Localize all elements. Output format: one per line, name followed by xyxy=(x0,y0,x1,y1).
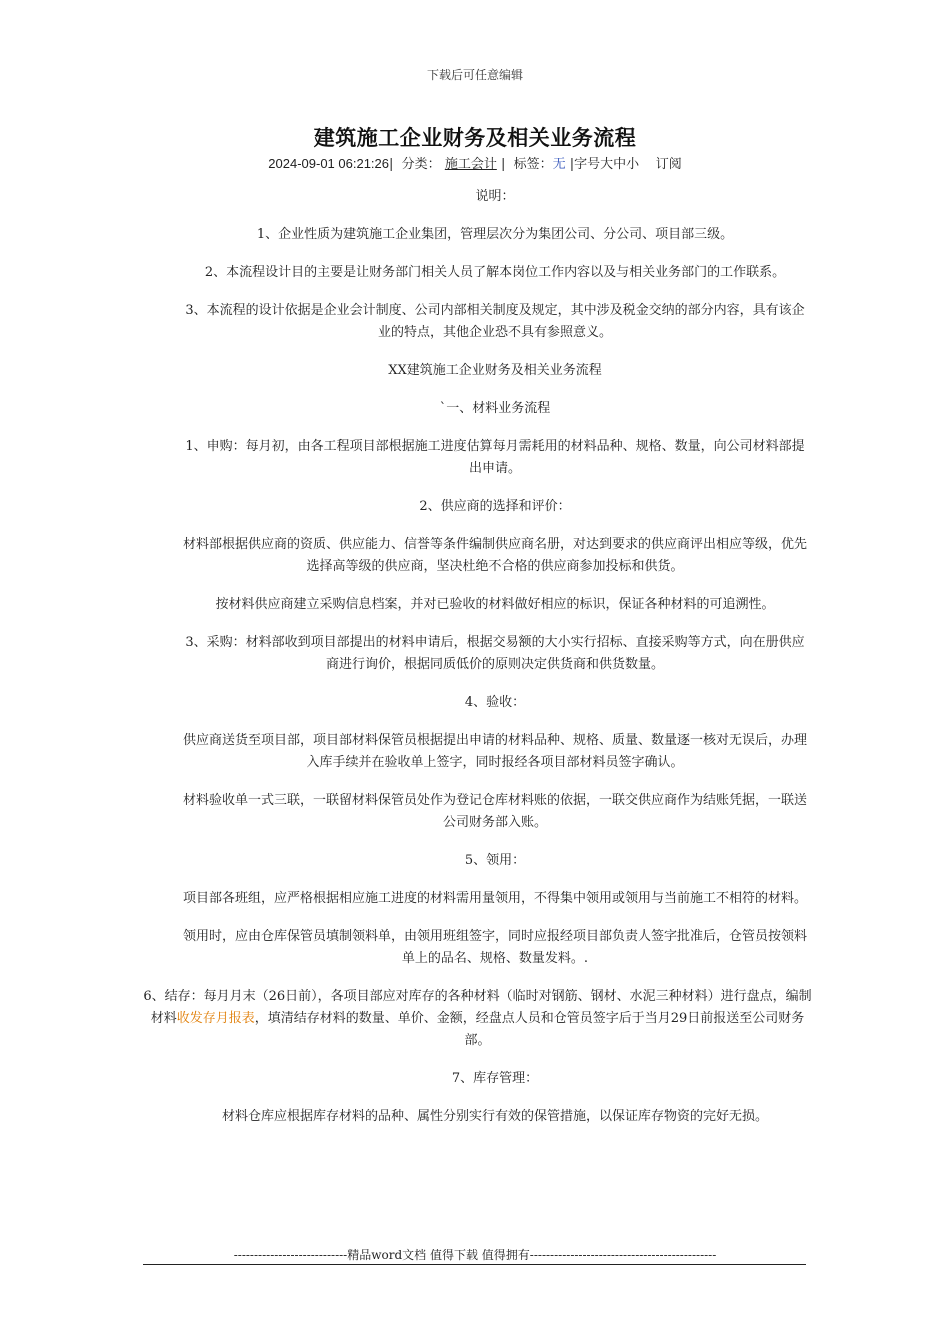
paragraph: 3、采购：材料部收到项目部提出的材料申请后，根据交易额的大小实行招标、直接采购等方式，向在册供应商进行询价，根据同质低价的原则决定供货商和供货数量。 xyxy=(185,635,805,672)
subheading: 7、库存管理： xyxy=(451,1071,539,1086)
paragraph: 3、本流程的设计依据是企业会计制度、公司内部相关制度及规定，其中涉及税金交纳的部分内容，具有该企业的特点，其他企业恐不具有参照意义。 xyxy=(185,303,805,340)
paragraph: 供应商送货至项目部，项目部材料保管员根据提出申请的材料品种、规格、质量、数量逐一核对无误后，办理入库手续并在验收单上签字，同时报经各项目部材料员签字确认。 xyxy=(182,733,807,770)
paragraph: 领用时，应由仓库保管员填制领料单，由领用班组签字，同时应报经项目部负责人签字批准后，仓管员按领料单上的品名、规格、数量发料。. xyxy=(182,929,807,966)
document-title: 建筑施工企业财务及相关业务流程 xyxy=(313,125,637,150)
meta-font-size[interactable]: 字号大中小 xyxy=(574,157,640,172)
subheading: 5、领用： xyxy=(464,853,526,868)
meta-category-label: 分类： xyxy=(401,157,441,172)
paragraph-with-link: 6、结存：每月月末（26日前），各项目部应对库存的各种材料（临时对钢筋、钢材、水泥三种材料）进行盘点，编制材料收发存月报表，填清结存材料的数量、单价、金额，经盘点人员和仓管员签字后于当月29日前报送至公司财务部。 xyxy=(143,989,812,1048)
paragraph: 1、企业性质为建筑施工企业集团，管理层次分为集团公司、分公司、项目部三级。 xyxy=(256,227,734,242)
meta-subscribe-link[interactable]: 订阅 xyxy=(655,157,682,172)
section-heading: XX建筑施工企业财务及相关业务流程 xyxy=(388,363,602,378)
meta-category-link[interactable]: 施工会计 xyxy=(444,157,497,172)
document-body xyxy=(143,186,812,1144)
subheading: 2、供应商的选择和评价： xyxy=(419,499,571,514)
page-header: 下载后可任意编辑 xyxy=(426,68,523,82)
subheading: 4、验收： xyxy=(464,695,526,710)
article-meta: 2024-09-01 06:21:26| 分类： 施工会计 | 标签：无 |字号大中小 订阅 xyxy=(268,156,682,172)
paragraph: 材料部根据供应商的资质、供应能力、信誉等条件编制供应商名册，对达到要求的供应商评出相应等级，优先选择高等级的供应商，坚决杜绝不合格的供应商参加投标和供货。 xyxy=(182,537,807,574)
meta-datetime: 2024-09-01 06:21:26 xyxy=(268,156,389,171)
paragraph: 材料仓库应根据库存材料的品种、属性分别实行有效的保管措施，以保证库存物资的完好无损。 xyxy=(221,1109,768,1124)
page-footer: ----------------------------精品word文档 值得下载 值得拥有---------------------------------------------- xyxy=(233,1248,717,1262)
footer-divider xyxy=(143,1264,806,1265)
section-heading: `一、材料业务流程 xyxy=(439,401,551,416)
meta-tag-label: 标签： xyxy=(513,157,553,172)
monthly-report-link[interactable]: 收发存月报表 xyxy=(176,1011,255,1026)
paragraph: 1、申购：每月初，由各工程项目部根据施工进度估算每月需耗用的材料品种、规格、数量，向公司材料部提出申请。 xyxy=(185,439,805,476)
meta-tag-link[interactable]: 无 xyxy=(552,157,566,172)
paragraph: 按材料供应商建立采购信息档案，并对已验收的材料做好相应的标识，保证各种材料的可追溯性。 xyxy=(215,597,775,612)
paragraph: 说明： xyxy=(475,189,515,204)
paragraph: 材料验收单一式三联，一联留材料保管员处作为登记仓库材料账的依据，一联交供应商作为结账凭据，一联送公司财务部入账。 xyxy=(182,793,807,830)
paragraph: 项目部各班组，应严格根据相应施工进度的材料需用量领用，不得集中领用或领用与当前施工不相符的材料。 xyxy=(182,891,807,906)
paragraph: 2、本流程设计目的主要是让财务部门相关人员了解本岗位工作内容以及与相关业务部门的工作联系。 xyxy=(204,265,786,280)
